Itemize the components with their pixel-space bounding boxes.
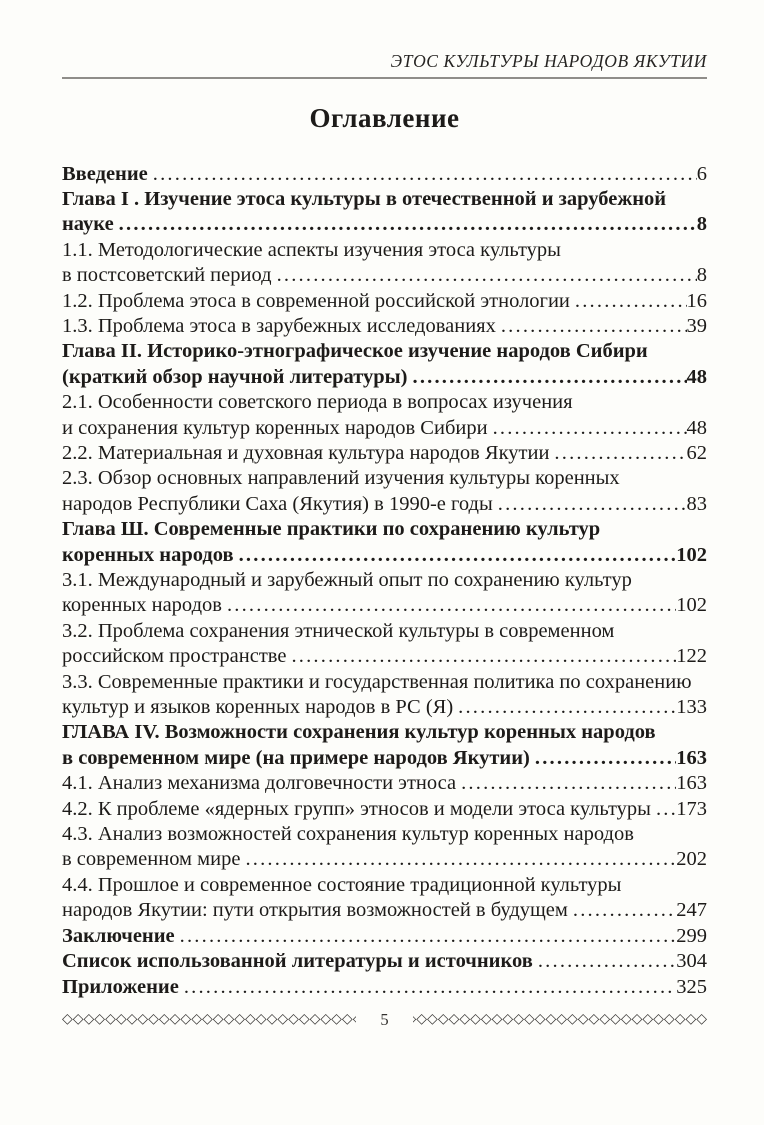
toc-entry-text: 4.3. Анализ возможностей сохранения культур коренных народов bbox=[62, 823, 634, 846]
toc-entry-text: 1.2. Проблема этоса в современной российской этнологии bbox=[62, 289, 570, 312]
dot-leader bbox=[234, 543, 677, 568]
toc-page-number: 304 bbox=[676, 950, 707, 973]
toc-row bbox=[62, 441, 707, 466]
toc-entry-text: 2.1. Особенности советского периода в вопросах изучения bbox=[62, 391, 573, 414]
toc-page-number: 48 bbox=[686, 416, 707, 439]
toc-page-number: 325 bbox=[676, 975, 707, 998]
dot-leader bbox=[179, 975, 676, 1000]
toc-row bbox=[62, 949, 707, 974]
toc-row bbox=[62, 187, 707, 212]
toc-entry-text: коренных народов bbox=[62, 543, 234, 566]
toc-page-number: 6 bbox=[696, 162, 707, 185]
toc-row bbox=[62, 162, 707, 187]
toc-row bbox=[62, 416, 707, 441]
toc-page-number: 122 bbox=[676, 645, 707, 668]
page-title: Оглавление bbox=[309, 102, 460, 133]
toc-entry-text: в современном мире bbox=[62, 848, 241, 871]
dot-leader bbox=[570, 289, 687, 314]
toc-entry-text: 4.2. К проблеме «ядерных групп» этносов и модели этоса культуры bbox=[62, 797, 651, 820]
toc-row bbox=[62, 847, 707, 872]
toc-page-number: 102 bbox=[676, 594, 707, 617]
dot-leader bbox=[488, 416, 687, 441]
toc-entry-text: народов Якутии: пути открытия возможностей в будущем bbox=[62, 899, 568, 922]
toc-row bbox=[62, 695, 707, 720]
toc-entry-text: Глава I . Изучение этоса культуры в отечественной и зарубежной bbox=[62, 187, 667, 210]
toc-page-number: 202 bbox=[676, 848, 707, 871]
toc-row bbox=[62, 924, 707, 949]
header-rule bbox=[62, 77, 707, 79]
toc-entry-text: ГЛАВА IV. Возможности сохранения культур коренных народов bbox=[62, 721, 656, 744]
dot-leader bbox=[222, 593, 676, 618]
toc-row bbox=[62, 644, 707, 669]
toc-row bbox=[62, 975, 707, 1000]
toc-row bbox=[62, 517, 707, 542]
toc-entry-text: 2.2. Материальная и духовная культура народов Якутии bbox=[62, 441, 550, 464]
dot-leader bbox=[530, 746, 676, 771]
toc-row bbox=[62, 873, 707, 898]
dot-leader bbox=[286, 644, 676, 669]
toc-entry-text: Глава Ш. Современные практики по сохранению культур bbox=[62, 518, 601, 541]
toc-row bbox=[62, 314, 707, 339]
toc-row bbox=[62, 212, 707, 237]
toc-entry-text: в постсоветский период bbox=[62, 264, 272, 287]
toc-row bbox=[62, 898, 707, 923]
dot-leader bbox=[568, 898, 676, 923]
toc-page-number: 39 bbox=[686, 314, 707, 337]
dot-leader bbox=[408, 365, 687, 390]
toc-page-number: 62 bbox=[686, 441, 707, 464]
running-head: ЭТОС КУЛЬТУРЫ НАРОДОВ ЯКУТИИ bbox=[390, 51, 707, 71]
toc-entry-text: 3.2. Проблема сохранения этнической культуры в современном bbox=[62, 619, 615, 642]
toc-page-number: 8 bbox=[696, 264, 707, 287]
toc-page-number: 163 bbox=[676, 746, 707, 769]
toc-row bbox=[62, 797, 707, 822]
toc-row bbox=[62, 720, 707, 745]
toc-row bbox=[62, 466, 707, 491]
toc-row bbox=[62, 492, 707, 517]
toc-entry-text: и сохранения культур коренных народов Сибири bbox=[62, 416, 488, 439]
toc-row bbox=[62, 365, 707, 390]
toc-page-number: 102 bbox=[676, 543, 707, 566]
toc-entry-text: 4.4. Прошлое и современное состояние традиционной культуры bbox=[62, 873, 622, 896]
dot-leader bbox=[533, 949, 676, 974]
toc-entry-text: 1.3. Проблема этоса в зарубежных исследованиях bbox=[62, 314, 496, 337]
diamond-ornament-right bbox=[413, 1013, 707, 1027]
toc-page-number: 16 bbox=[686, 289, 707, 312]
toc-row bbox=[62, 593, 707, 618]
toc-entry-text: российском пространстве bbox=[62, 645, 287, 668]
toc-entry-text: Глава II. Историко-этнографическое изучение народов Сибири bbox=[62, 340, 648, 363]
toc-page-number: 83 bbox=[686, 492, 707, 515]
dot-leader bbox=[148, 162, 697, 187]
toc-entry-text: Список использованной литературы и источников bbox=[62, 950, 533, 973]
dot-leader bbox=[272, 263, 697, 288]
toc-entry-text: культур и языков коренных народов в РС (Я) bbox=[62, 696, 454, 719]
toc-page-number: 163 bbox=[676, 772, 707, 795]
toc-entry-text: 4.1. Анализ механизма долговечности этноса bbox=[62, 772, 457, 795]
dot-leader bbox=[114, 212, 697, 237]
dot-leader bbox=[240, 847, 676, 872]
toc-row bbox=[62, 746, 707, 771]
table-of-contents bbox=[62, 162, 707, 1000]
toc-entry-text: в современном мире (на примере народов Якутии) bbox=[62, 746, 530, 769]
dot-leader bbox=[456, 771, 676, 796]
toc-page-number: 133 bbox=[676, 696, 707, 719]
toc-row bbox=[62, 263, 707, 288]
toc-entry-text: науке bbox=[62, 213, 114, 236]
dot-leader bbox=[496, 314, 687, 339]
toc-entry-text: Приложение bbox=[62, 975, 179, 998]
toc-entry-text: коренных народов bbox=[62, 594, 222, 617]
dot-leader bbox=[493, 492, 687, 517]
toc-row bbox=[62, 238, 707, 263]
dot-leader bbox=[175, 924, 677, 949]
toc-entry-text: 2.3. Обзор основных направлений изучения культуры коренных bbox=[62, 467, 620, 490]
toc-row bbox=[62, 543, 707, 568]
diamond-ornament-left bbox=[62, 1013, 356, 1027]
dot-leader bbox=[549, 441, 686, 466]
toc-entry-text: 3.3. Современные практики и государственная политика по сохранению bbox=[62, 670, 692, 693]
toc-entry-text: 3.1. Международный и зарубежный опыт по сохранению культур bbox=[62, 569, 632, 591]
toc-page-number: 8 bbox=[696, 213, 707, 236]
toc-row bbox=[62, 619, 707, 644]
toc-page-number: 173 bbox=[676, 797, 707, 820]
toc-entry-text: Заключение bbox=[62, 924, 175, 947]
page-footer bbox=[62, 1012, 707, 1029]
toc-row bbox=[62, 390, 707, 415]
toc-row bbox=[62, 670, 707, 695]
toc-entry-text: (краткий обзор научной литературы) bbox=[62, 365, 408, 388]
dot-leader bbox=[651, 797, 676, 822]
toc-row bbox=[62, 822, 707, 847]
toc-entry-text: 1.1. Методологические аспекты изучения этоса культуры bbox=[62, 238, 561, 261]
toc-entry-text: Введение bbox=[62, 162, 148, 185]
toc-row bbox=[62, 568, 707, 593]
toc-row bbox=[62, 339, 707, 364]
toc-page-number: 299 bbox=[676, 924, 707, 947]
toc-page-number: 247 bbox=[676, 899, 707, 922]
toc-row bbox=[62, 289, 707, 314]
toc-entry-text: народов Республики Саха (Якутия) в 1990-е годы bbox=[62, 492, 493, 515]
toc-row bbox=[62, 771, 707, 796]
toc-page-number: 48 bbox=[686, 365, 707, 388]
dot-leader bbox=[453, 695, 676, 720]
folio-page-number: 5 bbox=[380, 1010, 389, 1029]
